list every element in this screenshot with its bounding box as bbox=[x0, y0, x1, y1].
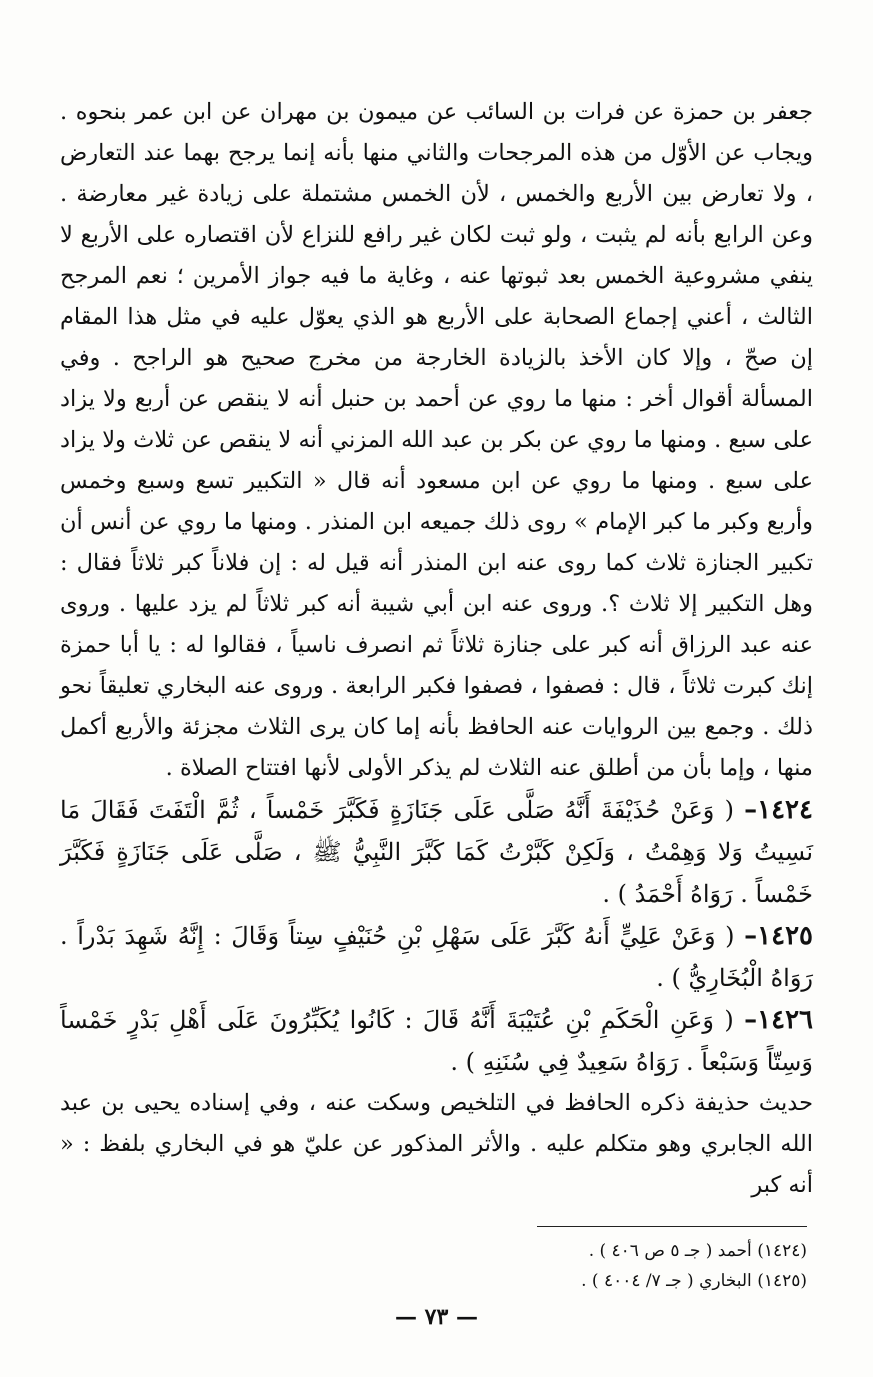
footnote-1424: (١٤٢٤) أحمد ( جـ ٥ ص ٤٠٦ ) . bbox=[588, 1241, 807, 1261]
hadith-number: ١٤٢٦– bbox=[744, 1005, 813, 1035]
commentary-paragraph: جعفر بن حمزة عن فرات بن السائب عن ميمون بن مهران عن ابن عمر بنحوه . ويجاب عن الأوّل من هذه المرجحات والثاني منها بأنه إنما يرجح بهما عند التعارض ، ولا تعارض بين الأربع والخمس ، لأن الخمس مشتملة على زيادة غير معارضة . وعن الرابع بأنه لم يثبت ، ولو ثبت لكان غير رافع للنزاع لأن اقتصاره على الأربع لا ينفي مشروعية الخمس بعد ثبوتها عنه ، وغاية ما فيه جواز الأمرين ؛ نعم المرجح الثالث ، أعني إجماع الصحابة على الأربع هو الذي يعوّل عليه في مثل هذا المقام إن صحّ ، وإلا كان الأخذ بالزيادة الخارجة من مخرج صحيح هو الراجح . وفي المسألة أقوال أخر : منها ما روي عن أحمد بن حنبل أنه لا ينقص عن أربع ولا يزاد على سبع . ومنها ما روي عن بكر بن عبد الله المزني أنه لا ينقص عن ثلاث ولا يزاد على سبع . ومنها ما روي عن ابن مسعود أنه قال « التكبير تسع وسبع وخمس وأربع وكبر ما كبر الإمام » روى ذلك جميعه ابن المنذر . ومنها ما روي عن أنس أن تكبير الجنازة ثلاث كما روى عنه ابن المنذر أنه قيل له : إن فلاناً كبر ثلاثاً فقال : وهل التكبير إلا ثلاث ؟. وروى عنه ابن أبي شيبة أنه كبر ثلاثاً لم يزد عليها . وروى عنه عبد الرزاق أنه كبر على جنازة ثلاثاً ثم انصرف ناسياً ، فقالوا له : يا أبا حمزة إنك كبرت ثلاثاً ، قال : فصفوا ، فصفوا فكبر الرابعة . وروى عنه البخاري تعليقاً نحو ذلك . وجمع بين الروايات عنه الحافظ بأنه إما كان يرى الثلاث مجزئة والأربع أكمل منها ، وإما بأن من أطلق عنه الثلاث لم يذكر الأولى لأنها افتتاح الصلاة . bbox=[60, 99, 813, 781]
hadith-number: ١٤٢٤– bbox=[744, 795, 813, 825]
hadith-1425 bbox=[60, 915, 813, 999]
hadith-1426 bbox=[60, 999, 813, 1083]
hadith-1424 bbox=[60, 789, 813, 915]
main-text bbox=[60, 92, 813, 1206]
footnote-divider bbox=[537, 1226, 807, 1227]
footnote-1425: (١٤٢٥) البخاري ( جـ ٧/ ٤٠٠٤ ) . bbox=[581, 1271, 807, 1291]
hadith-number: ١٤٢٥– bbox=[744, 921, 813, 951]
page-number: — ٧٣ — bbox=[395, 1304, 478, 1330]
hadith-text: ( وَعَنِ الْحَكَمِ بْنِ عُتَيْبَةَ أَنَّهُ قَالَ : كَانُوا يُكَبِّرُونَ عَلَى أَهْلِ بَدْرٍ خَمْساً وَسِتّاً وَسَبْعاً . رَوَاهُ سَعِيدٌ فِي سُنَنِهِ ) . bbox=[60, 1006, 813, 1076]
commentary-paragraph-2: حديث حذيفة ذكره الحافظ في التلخيص وسكت عنه ، وفي إسناده يحيى بن عبد الله الجابري وهو متكلم عليه . والأثر المذكور عن عليّ هو في البخاري بلفظ : « أنه كبر bbox=[60, 1090, 813, 1198]
footnotes bbox=[107, 1236, 807, 1296]
hadith-text: ( وَعَنْ حُذَيْفَةَ أَنَّهُ صَلَّى عَلَى جَنَازَةٍ فَكَبَّرَ خَمْساً ، ثُمَّ الْتَفَتَ فَقَالَ مَا نَسِيتُ وَلا وَهِمْتُ ، وَلَكِنْ كَبَّرْتُ كَمَا كَبَّرَ النَّبِيُّ ﷺ ، صَلَّى عَلَى جَنَازَةٍ فَكَبَّرَ خَمْساً . رَوَاهُ أَحْمَدُ ) . bbox=[60, 796, 813, 908]
hadith-text: ( وَعَنْ عَلِيٍّ أَنهُ كَبَّرَ عَلَى سَهْلِ بْنِ حُنَيْفٍ سِتاً وَقَالَ : إِنَّهُ شَهِدَ بَدْراً . رَوَاهُ الْبُخَارِيُّ ) . bbox=[60, 922, 813, 992]
